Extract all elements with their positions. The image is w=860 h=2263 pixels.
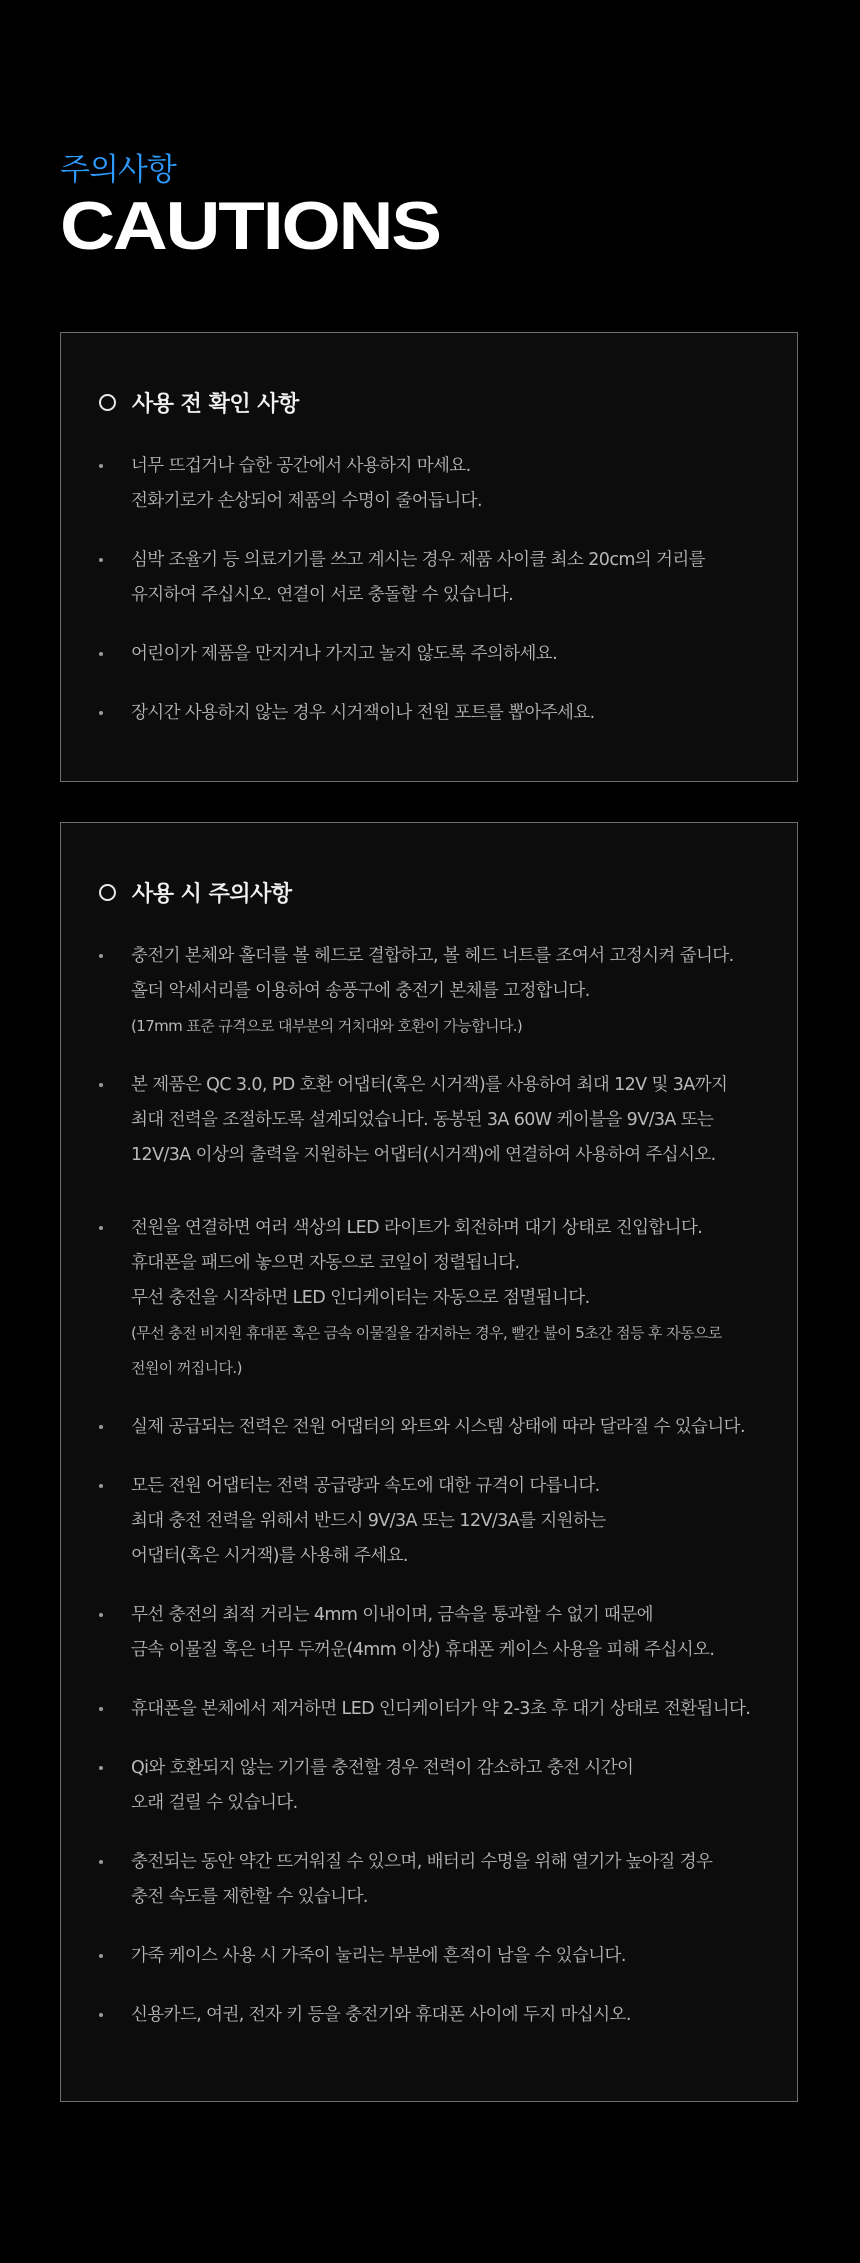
bullet-icon (99, 1707, 103, 1711)
item-text: 충전되는 동안 약간 뜨거워질 수 있으며, 배터리 수명을 위해 열기가 높아질 경우 (131, 1852, 713, 1872)
bullet-icon (99, 1226, 103, 1230)
list-item (99, 543, 767, 613)
item-text: 전원을 연결하면 여러 색상의 LED 라이트가 회전하며 대기 상태로 진입합니다. (131, 1218, 703, 1238)
bullet-icon (99, 1766, 103, 1770)
item-text: 최대 충전 전력을 위해서 반드시 9V/3A 또는 12V/3A를 지원하는 (131, 1511, 606, 1531)
bullet-icon (99, 1954, 103, 1958)
bullet-icon (99, 1484, 103, 1488)
caution-list (99, 939, 767, 2057)
box-title: 사용 전 확인 사항 (132, 392, 299, 417)
item-text: 가죽 케이스 사용 시 가죽이 눌리는 부분에 흔적이 남을 수 있습니다. (131, 1946, 626, 1966)
item-text: 전원이 꺼집니다.) (131, 1359, 242, 1377)
item-text: 홀더 악세서리를 이용하여 송풍구에 충전기 본체를 고정합니다. (131, 981, 590, 1001)
list-item (99, 696, 767, 731)
item-text: 충전기 본체와 홀더를 볼 헤드로 결합하고, 볼 헤드 너트를 조여서 고정시켜 줍니다. (131, 946, 734, 966)
item-text: 휴대폰을 패드에 놓으면 자동으로 코일이 정렬됩니다. (131, 1253, 520, 1273)
item-text: 실제 공급되는 전력은 전원 어댑터의 와트와 시스템 상태에 따라 달라질 수 있습니다. (131, 1417, 745, 1437)
bullet-icon (99, 1860, 103, 1864)
circle-icon (99, 884, 116, 901)
bullet-icon (99, 2013, 103, 2017)
item-text: 오래 걸릴 수 있습니다. (131, 1793, 298, 1813)
list-item (99, 1068, 767, 1173)
circle-icon (99, 394, 116, 411)
list-item (99, 1410, 767, 1445)
item-text: 무선 충전의 최적 거리는 4mm 이내이며, 금속을 통과할 수 없기 때문에 (131, 1605, 653, 1625)
bullet-icon (99, 954, 103, 958)
page-header (60, 150, 440, 264)
section-subtitle: 주의사항 (60, 152, 176, 188)
item-text: 모든 전원 어댑터는 전력 공급량과 속도에 대한 규격이 다릅니다. (131, 1476, 600, 1496)
item-text: 휴대폰을 본체에서 제거하면 LED 인디케이터가 약 2-3초 후 대기 상태로 전환됩니다. (131, 1699, 751, 1719)
list-item (99, 939, 767, 1044)
list-item (99, 1598, 767, 1668)
item-text: 최대 전력을 조절하도록 설계되었습니다. 동봉된 3A 60W 케이블을 9V/3A 또는 (131, 1110, 714, 1130)
box-heading (99, 877, 292, 908)
item-text: 충전 속도를 제한할 수 있습니다. (131, 1887, 368, 1907)
list-item (99, 1211, 767, 1386)
during-use-box (60, 822, 798, 2102)
box-title: 사용 시 주의사항 (132, 882, 292, 907)
item-text: 너무 뜨겁거나 습한 공간에서 사용하지 마세요. (131, 456, 471, 476)
list-item (99, 1692, 767, 1727)
before-use-box (60, 332, 798, 782)
item-text: 유지하여 주십시오. 연결이 서로 충돌할 수 있습니다. (131, 585, 514, 605)
item-text: (무선 충전 비지원 휴대폰 혹은 금속 이물질을 감지하는 경우, 빨간 불이 5초간 점등 후 자동으로 (131, 1324, 722, 1342)
list-item (99, 449, 767, 519)
item-text: 무선 충전을 시작하면 LED 인디케이터는 자동으로 점멸됩니다. (131, 1288, 590, 1308)
bullet-icon (99, 464, 103, 468)
item-text: 금속 이물질 혹은 너무 두꺼운(4mm 이상) 휴대폰 케이스 사용을 피해 주십시오. (131, 1640, 715, 1660)
item-text: 장시간 사용하지 않는 경우 시거잭이나 전원 포트를 뽑아주세요. (131, 703, 595, 723)
item-text: 신용카드, 여권, 전자 키 등을 충전기와 휴대폰 사이에 두지 마십시오. (131, 2005, 631, 2025)
page-title: CAUTIONS (60, 188, 440, 264)
item-text: 어린이가 제품을 만지거나 가지고 놀지 않도록 주의하세요. (131, 644, 558, 664)
bullet-icon (99, 558, 103, 562)
list-item (99, 1469, 767, 1574)
caution-list (99, 449, 767, 755)
item-text: Qi와 호환되지 않는 기기를 충전할 경우 전력이 감소하고 충전 시간이 (131, 1758, 634, 1778)
item-text: 본 제품은 QC 3.0, PD 호환 어댑터(혹은 시거잭)를 사용하여 최대 12V 및 3A까지 (131, 1075, 728, 1095)
item-text: 12V/3A 이상의 출력을 지원하는 어댑터(시거잭)에 연결하여 사용하여 주십시오. (131, 1145, 716, 1165)
bullet-icon (99, 1613, 103, 1617)
item-text: 심박 조율기 등 의료기기를 쓰고 계시는 경우 제품 사이클 최소 20cm의 거리를 (131, 550, 705, 570)
item-text: 어댑터(혹은 시거잭)를 사용해 주세요. (131, 1546, 408, 1566)
list-item (99, 1751, 767, 1821)
bullet-icon (99, 1083, 103, 1087)
item-text: (17mm 표준 규격으로 대부분의 거치대와 호환이 가능합니다.) (131, 1017, 523, 1035)
list-item (99, 1939, 767, 1974)
bullet-icon (99, 652, 103, 656)
item-text: 전화기로가 손상되어 제품의 수명이 줄어듭니다. (131, 491, 482, 511)
bullet-icon (99, 1425, 103, 1429)
list-item (99, 1845, 767, 1915)
box-heading (99, 387, 299, 418)
bullet-icon (99, 711, 103, 715)
list-item (99, 637, 767, 672)
list-item (99, 1998, 767, 2033)
